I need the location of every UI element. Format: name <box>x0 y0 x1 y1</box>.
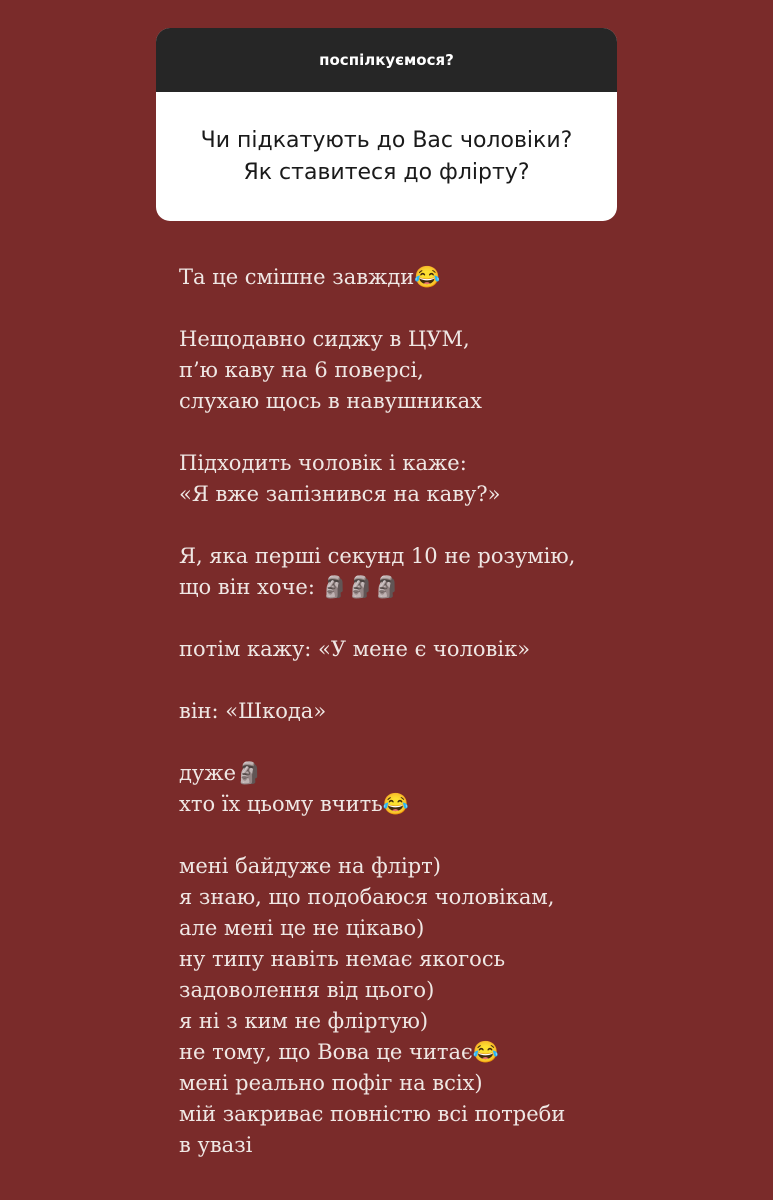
answer-line: Та це смішне завжди😂 <box>179 265 441 289</box>
answer-text <box>179 262 739 1161</box>
answer-line <box>179 510 739 541</box>
question-line: Чи підкатують до Вас чоловіки? <box>200 127 573 153</box>
answer-line: але мені це не цікаво) <box>179 916 425 940</box>
answer-line <box>179 603 739 634</box>
question-sticker-header: поспілкуємося? <box>156 28 617 92</box>
answer-line: п’ю каву на 6 поверсі, <box>179 358 424 382</box>
answer-line: дуже🗿 <box>179 761 263 785</box>
answer-line: Підходить чоловік і каже: <box>179 451 467 475</box>
answer-line: слухаю щось в навушниках <box>179 389 483 413</box>
answer-line: Я, яка перші секунд 10 не розумію, <box>179 544 576 568</box>
answer-line: я знаю, що подобаюся чоловікам, <box>179 885 555 909</box>
answer-line: що він хоче: 🗿🗿🗿 <box>179 575 401 599</box>
question-sticker-question <box>156 92 617 221</box>
answer-line: ну типу навіть немає якогось <box>179 947 506 971</box>
question-sticker[interactable] <box>156 28 617 221</box>
answer-line: в увазі <box>179 1133 253 1157</box>
answer-line: я ні з ким не фліртую) <box>179 1009 429 1033</box>
answer-line: Нещодавно сиджу в ЦУМ, <box>179 327 470 351</box>
answer-line: хто їх цьому вчить😂 <box>179 792 409 816</box>
answer-line <box>179 727 739 758</box>
question-line: Як ставитеся до флірту? <box>243 159 530 185</box>
answer-line: не тому, що Вова це читає😂 <box>179 1040 499 1064</box>
answer-line: задоволення від цього) <box>179 978 435 1002</box>
answer-line: мені реально пофіг на всіх) <box>179 1071 483 1095</box>
answer-line: «Я вже запізнився на каву?» <box>179 482 501 506</box>
answer-line <box>179 820 739 851</box>
answer-line: потім кажу: «У мене є чоловік» <box>179 637 531 661</box>
answer-line <box>179 665 739 696</box>
answer-line: мені байдуже на флірт) <box>179 854 441 878</box>
answer-line <box>179 293 739 324</box>
answer-line: він: «Шкода» <box>179 699 327 723</box>
answer-line <box>179 417 739 448</box>
answer-line: мій закриває повністю всі потреби <box>179 1102 566 1126</box>
